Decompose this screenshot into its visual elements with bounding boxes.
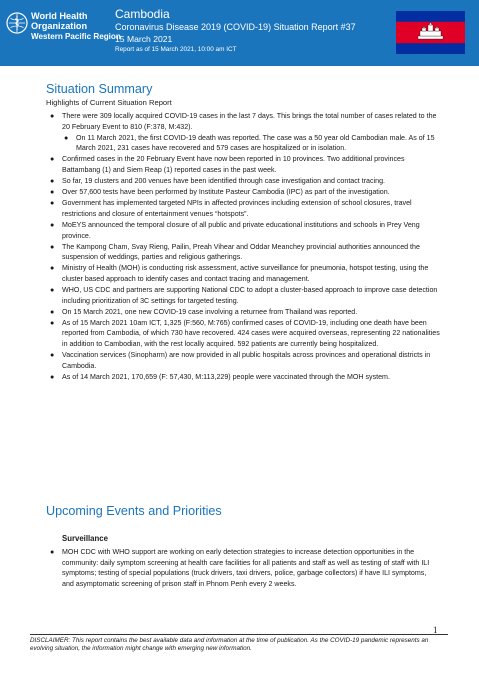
report-header [0, 0, 479, 66]
section-title-summary: Situation Summary [46, 82, 153, 96]
list-item: ● Government has implemented targeted NPIs in affected provinces including extension of school closures, travel restrictions and closure of entertainment venues “hotspots”. [50, 199, 412, 218]
report-title: Coronavirus Disease 2019 (COVID-19) Situation Report #37 [115, 22, 356, 32]
sub-list-container [46, 133, 440, 154]
report-titles [115, 7, 356, 54]
surveillance-bullet-list [46, 547, 440, 589]
list-item: ● The Kampong Cham, Svay Rieng, Pailin, Preah Vihear and Oddar Meanchey provincial authorities announced the suspension of weddings, parties and religious gatherings. [50, 242, 420, 262]
list-item: ● As of 15 March 2021 10am ICT, 1,325 (F:560, M:765) confirmed cases of COVID-19, including one death have been reported from Cambodia, of which 730 have recovered. 424 cases were acquired overseas, representing 22 nationalities in addition to Cambodian, with the rest locally acquired. 592 patients are currently being hospitalized. [50, 318, 440, 348]
list-item: ● Ministry of Health (MOH) is conducting risk assessment, active surveillance for pneumonia, hotspot testing, using the cluster based approach to identify cases and contact tracing and management. [50, 264, 429, 283]
situation-summary-section [46, 82, 440, 383]
bullet-icon: ● [50, 188, 55, 197]
list-item: ● As of 14 March 2021, 170,659 (F: 57,430, M:113,229) people were vaccinated through the MOH system. [50, 372, 390, 381]
country-name: Cambodia [115, 7, 170, 21]
bullet-icon: ● [50, 286, 55, 294]
section-title-upcoming: Upcoming Events and Priorities [46, 504, 222, 518]
sub-bullet-list [46, 133, 440, 154]
bullet-icon: ● [50, 242, 55, 251]
report-as-of: Report as of 15 March 2021, 10:00 am ICT [115, 46, 237, 53]
report-date: 15 March 2021 [115, 34, 173, 44]
upcoming-events-section [46, 504, 440, 590]
list-item: ● MOH CDC with WHO support are working on early detection strategies to increase detection opportunities in the community: daily symptom screening at health care facilities for all patients and staff as well as testing of staff with ILI symptoms; testing of special populations (truck drivers, taxi drivers, police, garbage collectors) if have ILI symptoms, and asymptomatic screening of prison staff in Phnom Penh every 2 weeks. [50, 548, 430, 588]
org-line-2: Organization [31, 21, 88, 32]
list-item: ● So far, 19 clusters and 200 venues have been identified through case investigation and contact tracing. [50, 177, 385, 186]
list-item: ● Over 57,600 tests have been performed by Institute Pasteur Cambodia (IPC) as part of the investigation. [50, 188, 390, 197]
who-wordmark [31, 11, 121, 42]
org-region: Western Pacific Region [31, 31, 121, 41]
bullet-icon: ● [50, 351, 55, 360]
bullet-icon: ● [50, 177, 55, 186]
footer-divider [30, 634, 448, 635]
bullet-icon: ● [50, 318, 55, 327]
summary-subtitle: Highlights of Current Situation Report [46, 98, 172, 107]
list-item: ● MoEYS announced the temporal closure of all public and private educational institutions and schools in Prey Veng province. [50, 220, 420, 240]
bullet-icon: ● [50, 372, 55, 381]
surveillance-heading: Surveillance [62, 534, 108, 543]
list-item: ● Vaccination services (Sinopharm) are now provided in all public hospitals across provinces and operational districts in Cambodia. [50, 351, 431, 370]
list-item: ● WHO, US CDC and partners are supporting National CDC to adopt a cluster-based approach to improve case detection including prioritization of 3C settings for targeted testing. [50, 286, 438, 305]
bullet-icon: ● [50, 264, 55, 273]
bullet-icon: ● [50, 307, 55, 316]
page-number: 1 [433, 625, 438, 635]
bullet-icon: ● [50, 112, 55, 120]
bullet-icon: ● [50, 155, 55, 164]
org-line-1: World Health [31, 11, 88, 21]
bullet-icon: ● [64, 133, 69, 142]
bullet-icon: ● [50, 548, 55, 556]
list-item: ● On 15 March 2021, one new COVID-19 case involving a returnee from Thailand was reported. [50, 307, 358, 316]
disclaimer-text: DISCLAIMER: This report contains the best available data and information at the time of publication. As the COVID-19 pandemic represents an evolving situation, the information might change with emerging new information. [30, 637, 429, 653]
bullet-icon: ● [50, 220, 55, 229]
list-item: ● Confirmed cases in the 20 February Event have now been reported in 10 provinces. Two additional provinces Battambang (1) and Siem Reap (1) reported cases in the past week. [50, 155, 405, 174]
who-emblem-icon [6, 12, 28, 34]
summary-bullet-list [46, 111, 440, 382]
list-item: ● There were 309 locally acquired COVID-19 cases in the last 7 days. This brings the total number of cases related to the 20 February Event to 810 (F:378, M:432). [50, 112, 437, 131]
list-item: ● On 11 March 2021, the first COVID-19 death was reported. The case was a 50 year old Cambodian male. As of 15 March 2021, 231 cases have recovered and 579 cases are hospitalized or in isolation. [64, 133, 435, 153]
cambodia-flag-icon [396, 11, 465, 54]
bullet-icon: ● [50, 199, 55, 208]
